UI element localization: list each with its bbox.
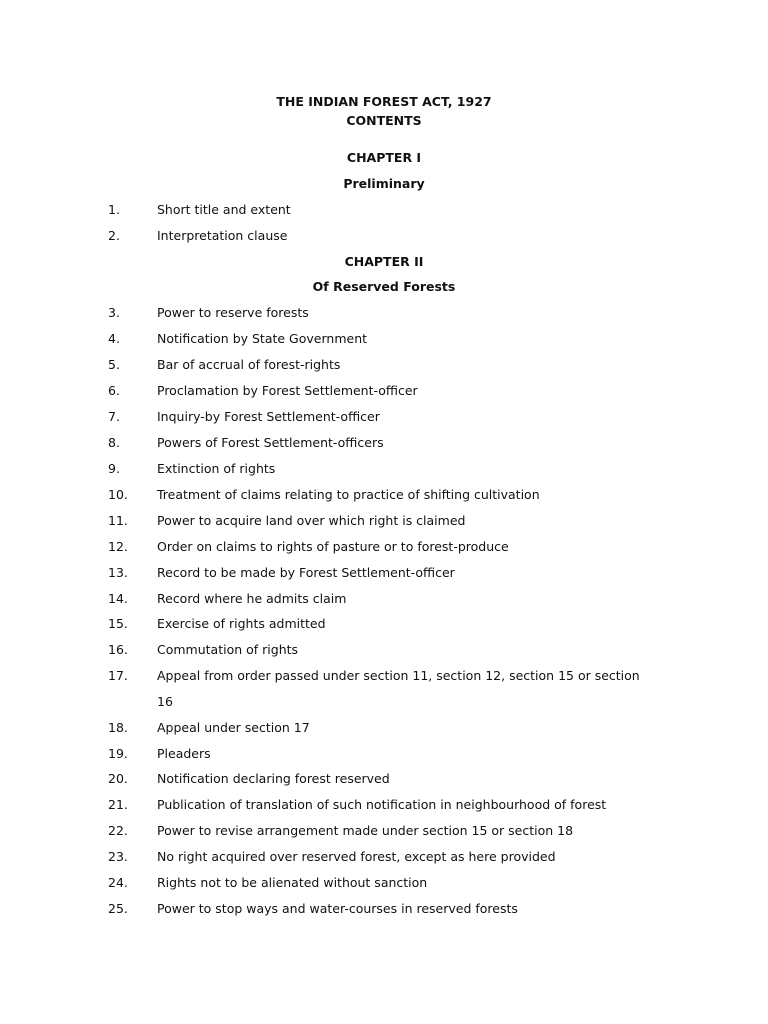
item-number: 20. xyxy=(108,771,128,786)
item-number: 6. xyxy=(108,383,120,398)
item-text: Publication of translation of such notification in neighbourhood of forest xyxy=(157,797,607,812)
item-text: Interpretation clause xyxy=(157,228,288,243)
item-text: Power to reserve forests xyxy=(157,305,309,320)
item-number: 3. xyxy=(108,305,120,320)
item-text: Pleaders xyxy=(157,746,211,761)
item-number: 14. xyxy=(108,591,128,606)
item-number: 22. xyxy=(108,823,128,838)
item-number: 8. xyxy=(108,435,120,450)
item-text: Commutation of rights xyxy=(157,642,299,657)
item-text: Bar of accrual of forest-rights xyxy=(157,357,341,372)
item-text: Appeal from order passed under section 11, section 12, section 15 or section xyxy=(157,668,640,683)
title-block xyxy=(0,92,768,130)
item-text: Inquiry-by Forest Settlement-officer xyxy=(157,409,380,424)
item-number: 12. xyxy=(108,539,128,554)
item-number: 10. xyxy=(108,487,128,502)
chapter-heading: Preliminary xyxy=(343,176,425,191)
document-title: THE INDIAN FOREST ACT, 1927 xyxy=(276,94,492,109)
item-number: 1. xyxy=(108,202,120,217)
item-text: No right acquired over reserved forest, except as here provided xyxy=(157,849,556,864)
item-number: 24. xyxy=(108,875,128,890)
chapter-heading: Of Reserved Forests xyxy=(312,279,456,294)
item-text: Exercise of rights admitted xyxy=(157,616,326,631)
item-number: 11. xyxy=(108,513,128,528)
item-text: Power to stop ways and water-courses in reserved forests xyxy=(157,901,518,916)
item-text: Record where he admits claim xyxy=(157,591,347,606)
item-number: 2. xyxy=(108,228,120,243)
item-text: Record to be made by Forest Settlement-officer xyxy=(157,565,455,580)
item-number: 5. xyxy=(108,357,120,372)
item-number: 23. xyxy=(108,849,128,864)
item-number: 17. xyxy=(108,668,128,683)
item-text: Short title and extent xyxy=(157,202,291,217)
item-text: Treatment of claims relating to practice of shifting cultivation xyxy=(157,487,540,502)
item-number: 7. xyxy=(108,409,120,424)
item-text-continuation: 16 xyxy=(157,694,173,709)
item-text: Power to acquire land over which right is claimed xyxy=(157,513,466,528)
item-number: 18. xyxy=(108,720,128,735)
item-text: Notification declaring forest reserved xyxy=(157,771,390,786)
item-number: 21. xyxy=(108,797,128,812)
item-text: Appeal under section 17 xyxy=(157,720,310,735)
item-number: 4. xyxy=(108,331,120,346)
item-number: 15. xyxy=(108,616,128,631)
item-number: 9. xyxy=(108,461,120,476)
item-text: Power to revise arrangement made under section 15 or section 18 xyxy=(157,823,574,838)
item-text: Rights not to be alienated without sanction xyxy=(157,875,428,890)
item-number: 25. xyxy=(108,901,128,916)
item-number: 16. xyxy=(108,642,128,657)
item-text: Powers of Forest Settlement-officers xyxy=(157,435,384,450)
item-text: Order on claims to rights of pasture or to forest-produce xyxy=(157,539,509,554)
chapter-label: CHAPTER II xyxy=(344,254,424,269)
item-text: Notification by State Government xyxy=(157,331,368,346)
chapter-label: CHAPTER I xyxy=(346,150,422,165)
item-text: Proclamation by Forest Settlement-officer xyxy=(157,383,418,398)
item-number: 13. xyxy=(108,565,128,580)
item-number: 19. xyxy=(108,746,128,761)
item-text: Extinction of rights xyxy=(157,461,276,476)
document-subtitle: CONTENTS xyxy=(346,113,422,128)
